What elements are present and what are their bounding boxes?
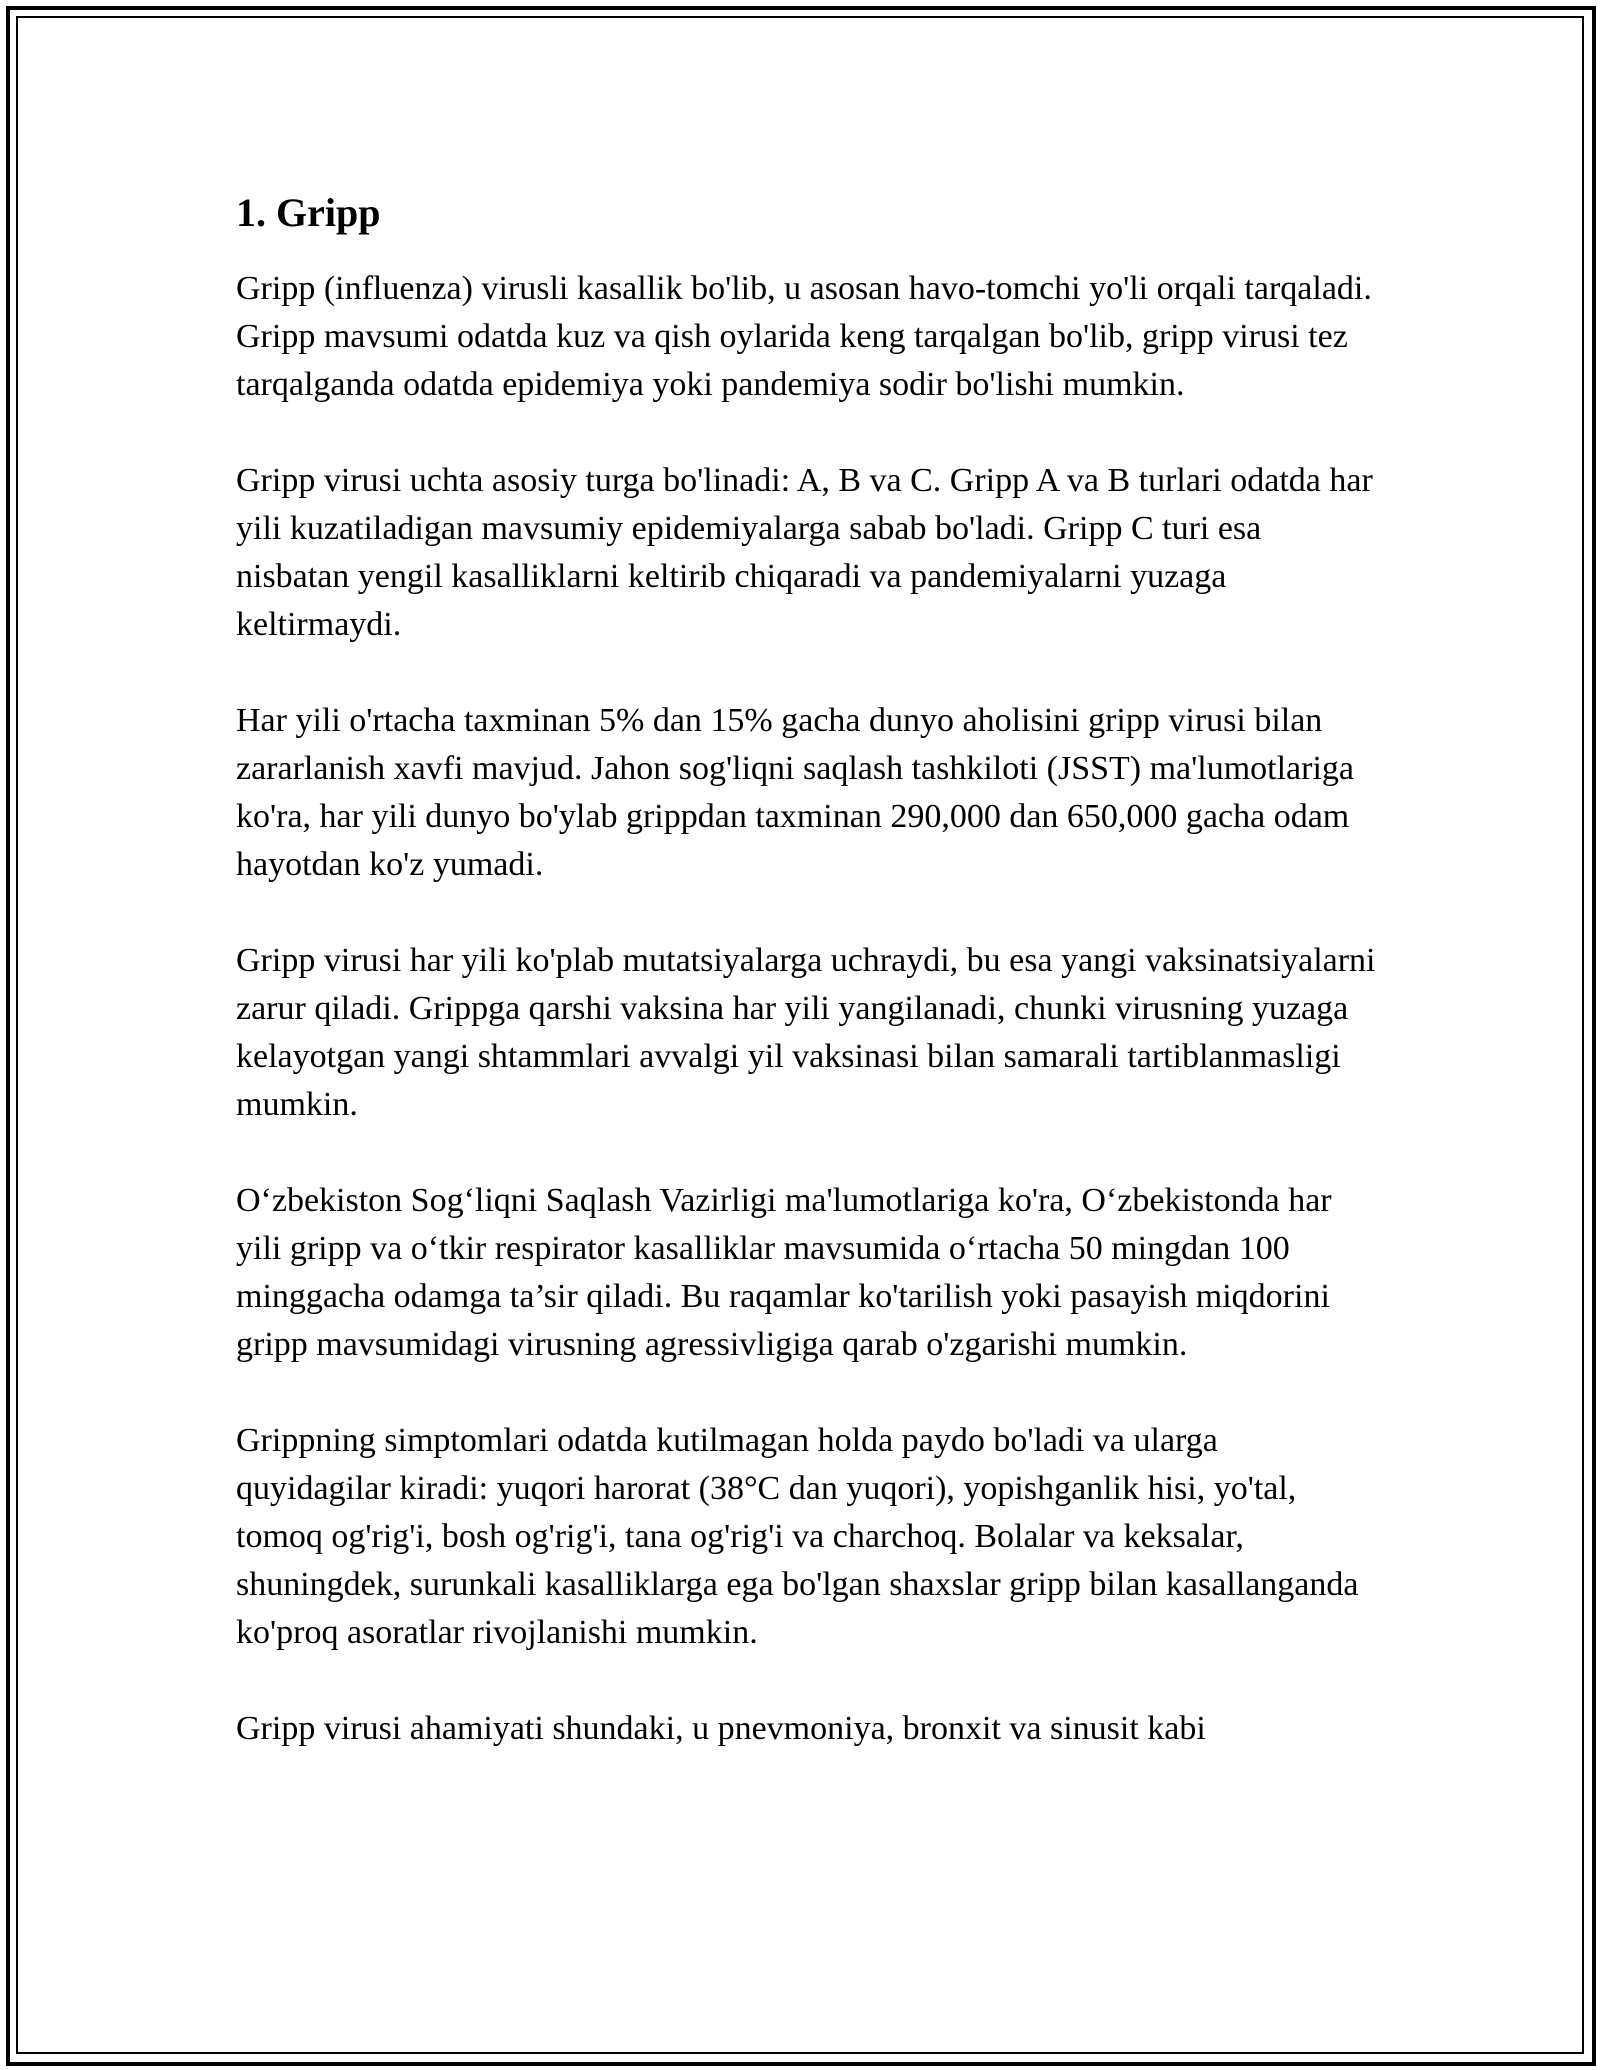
paragraph-symptoms: Grippning simptomlari odatda kutilmagan holda paydo bo'ladi va ularga quyidagilar kiradi: yuqori harorat (38°C dan yuqori), yopishganlik hisi, yo'tal, tomoq og'rig'i, bosh og'rig'i, tana og'rig'i va charchoq. Bolalar va keksalar, shuningdek, surunkali kasalliklarga ega bo'lgan shaxslar gripp bilan kasallanganda ko'proq asoratlar rivojlanishi mumkin. [236, 1422, 1359, 1651]
paragraph-virus-types: Gripp virusi uchta asosiy turga bo'linadi: A, B va C. Gripp A va B turlari odatda har yili kuzatiladigan mavsumiy epidemiyalarga sabab bo'ladi. Gripp C turi esa nisbatan yengil kasalliklarni keltirib chiqaradi va pandemiyalarni yuzaga keltirmaydi. [236, 462, 1373, 643]
paragraph-complications: Gripp virusi ahamiyati shundaki, u pnevmoniya, bronxit va sinusit kabi [236, 1710, 1206, 1747]
document-body [236, 188, 1376, 1801]
paragraph-uzbekistan: O‘zbekiston Sog‘liqni Saqlash Vazirligi ma'lumotlariga ko'ra, O‘zbekistonda har yili gripp va o‘tkir respirator kasalliklar mavsumida o‘rtacha 50 mingdan 100 minggacha odamga ta’sir qiladi. Bu raqamlar ko'tarilish yoki pasayish miqdorini gripp mavsumidagi virusning agressivligiga qarab o'zgarishi mumkin. [236, 1182, 1332, 1363]
paragraph-mutations: Gripp virusi har yili ko'plab mutatsiyalarga uchraydi, bu esa yangi vaksinatsiyalarni zarur qiladi. Grippga qarshi vaksina har yili yangilanadi, chunki virusning yuzaga kelayotgan yangi shtammlari avvalgi yil vaksinasi bilan samarali tartiblanmasligi mumkin. [236, 942, 1376, 1123]
paragraph-statistics: Har yili o'rtacha taxminan 5% dan 15% gacha dunyo aholisini gripp virusi bilan zararlanish xavfi mavjud. Jahon sog'liqni saqlash tashkiloti (JSST) ma'lumotlariga ko'ra, har yili dunyo bo'ylab grippdan taxminan 290,000 dan 650,000 gacha odam hayotdan ko'z yumadi. [236, 702, 1354, 883]
paragraph-intro: Gripp (influenza) virusli kasallik bo'lib, u asosan havo-tomchi yo'li orqali tarqaladi. Gripp mavsumi odatda kuz va qish oylarida keng tarqalgan bo'lib, gripp virusi tez tarqalganda odatda epidemiya yoki pandemiya sodir bo'lishi mumkin. [236, 270, 1372, 403]
section-heading: 1. Gripp [236, 190, 381, 235]
